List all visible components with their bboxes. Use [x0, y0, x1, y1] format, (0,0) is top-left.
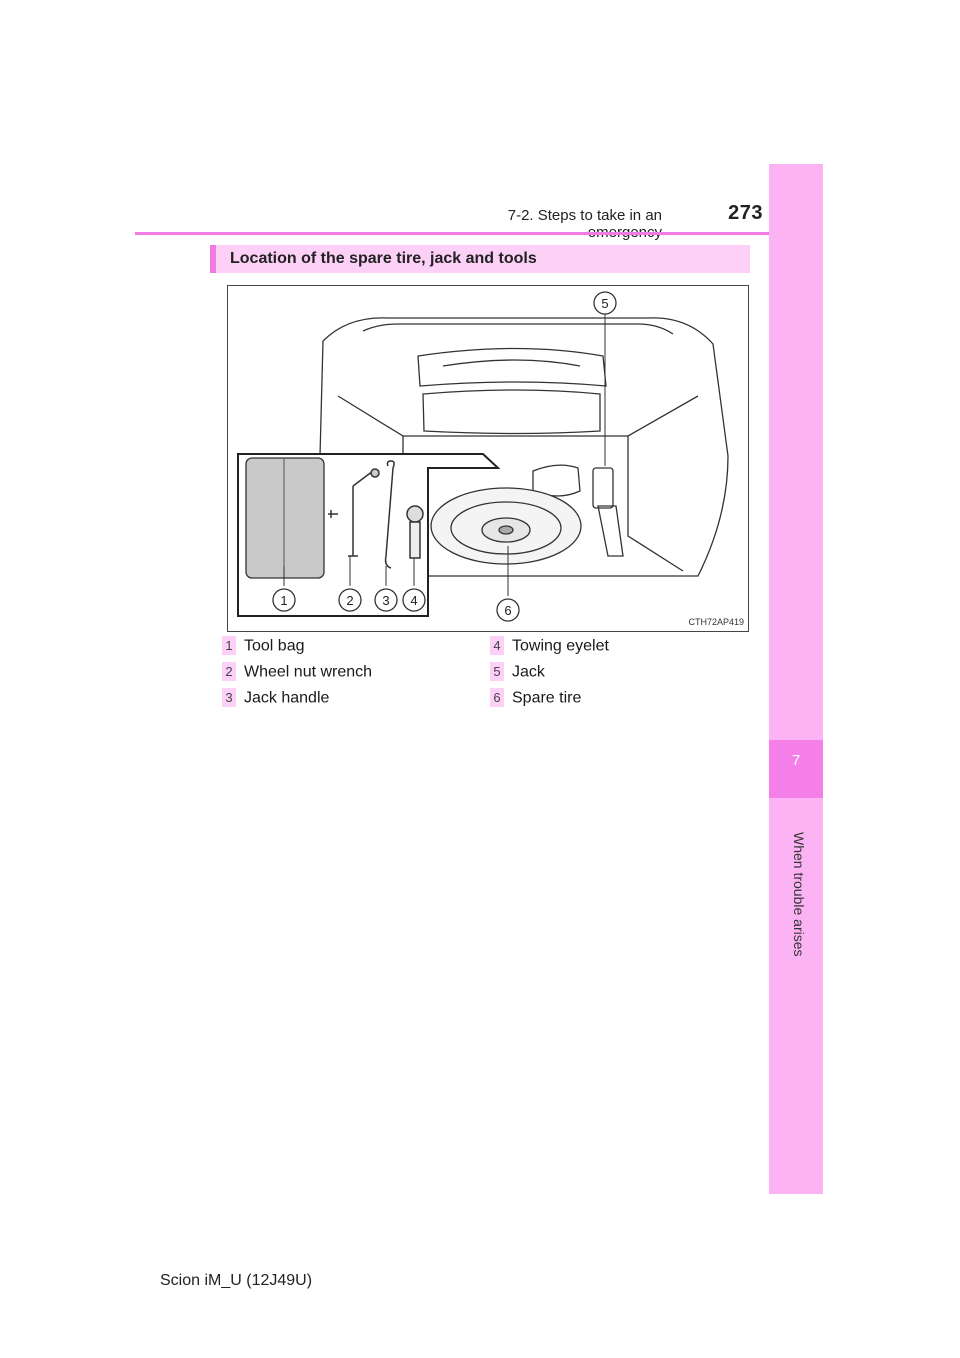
legend-number: 3	[222, 688, 236, 707]
section-heading-text: Location of the spare tire, jack and tools	[230, 250, 537, 267]
legend-item	[222, 689, 329, 708]
spare-tire-illustration	[431, 488, 581, 564]
seatback-lower	[423, 390, 600, 434]
figure-code: CTH72AP419	[688, 617, 744, 627]
legend-item	[222, 637, 305, 656]
footer-model: Scion iM_U (12J49U)	[160, 1272, 313, 1289]
svg-text:3: 3	[382, 593, 390, 608]
header-section-title: 7-2. Steps to take in an	[507, 207, 662, 224]
callout-5	[594, 292, 616, 314]
legend-label: Jack	[512, 663, 545, 681]
svg-text:1: 1	[280, 593, 288, 608]
svg-text:4: 4	[410, 593, 418, 608]
chapter-side-tab-active[interactable]	[769, 740, 823, 798]
legend-label: Wheel nut wrench	[244, 663, 373, 681]
legend-number: 2	[222, 662, 236, 681]
legend-label: Towing eyelet	[512, 637, 609, 655]
legend-number: 5	[490, 662, 504, 681]
callout-1	[273, 589, 295, 611]
callout-3	[375, 589, 397, 611]
legend-item	[490, 637, 609, 656]
legend-number: 1	[222, 636, 236, 655]
legend-label: Spare tire	[512, 689, 582, 707]
legend-item	[490, 663, 545, 682]
seatback-upper	[418, 349, 606, 387]
legend-label: Tool bag	[244, 637, 305, 655]
header-rule	[135, 232, 823, 235]
svg-text:2: 2	[346, 593, 354, 608]
section-heading	[210, 245, 750, 273]
svg-text:6: 6	[504, 603, 512, 618]
legend-label: Jack handle	[244, 689, 330, 707]
page-number: 273	[728, 202, 763, 224]
legend-item	[222, 663, 372, 682]
legend-item	[490, 689, 581, 708]
figure-illustration	[227, 285, 749, 632]
chapter-side-tab[interactable]	[769, 164, 823, 1194]
svg-text:5: 5	[601, 296, 609, 311]
chapter-title: When trouble arises	[791, 832, 807, 957]
callout-2	[339, 589, 361, 611]
legend-number: 6	[490, 688, 504, 707]
car-trunk-illustration	[228, 286, 750, 633]
callout-6	[497, 599, 519, 621]
chapter-number: 7	[791, 752, 801, 769]
legend-number: 4	[490, 636, 504, 655]
tool-bag-illustration	[246, 458, 324, 578]
callout-4	[403, 589, 425, 611]
